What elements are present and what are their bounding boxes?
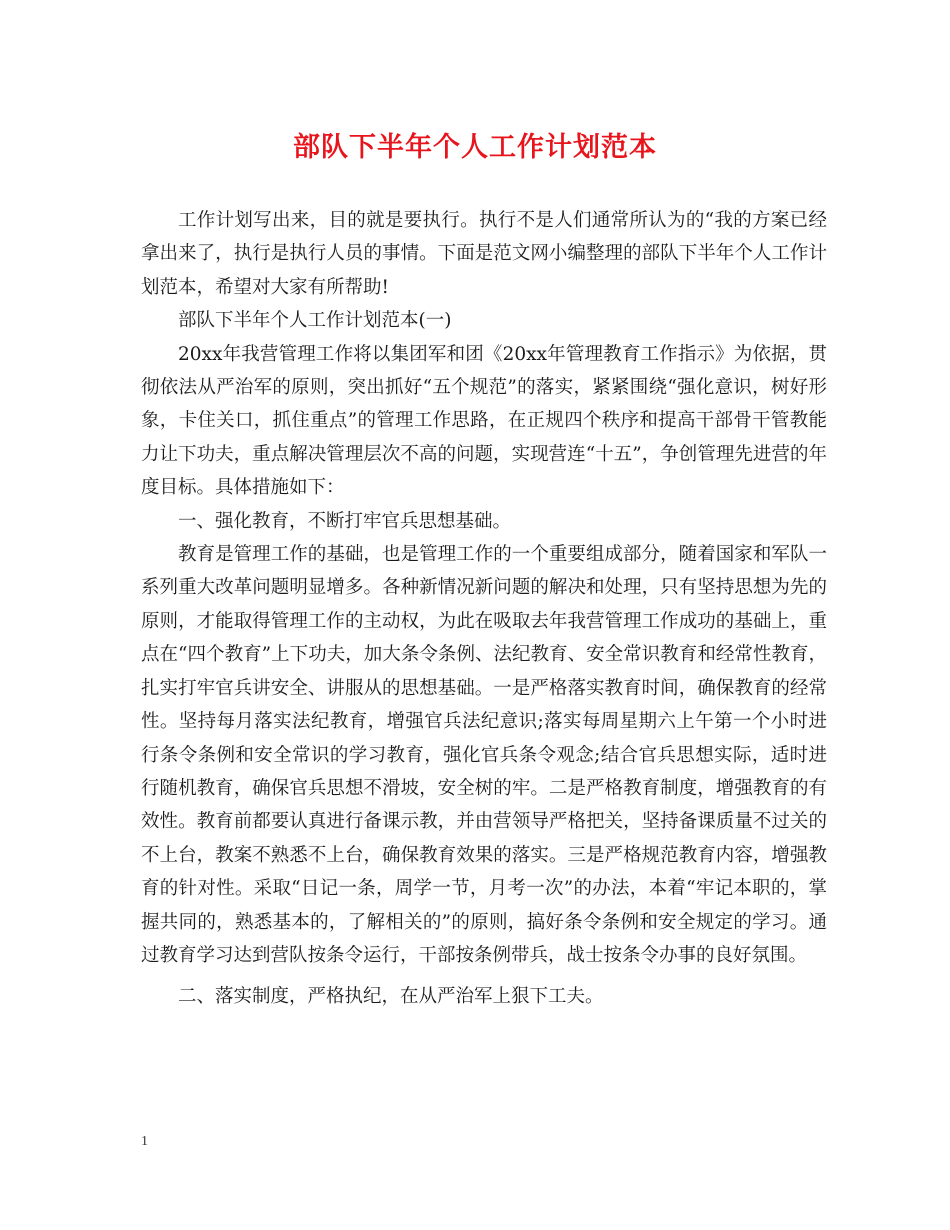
document-title: 部队下半年个人工作计划范本	[293, 132, 657, 163]
subsection-heading: 一、强化教育，不断打牢官兵思想基础。	[178, 510, 512, 532]
document-body	[141, 204, 827, 1014]
subsection-heading: 二、落实制度，严格执纪，在从严治军上狠下工夫。	[178, 986, 604, 1008]
body-paragraph: 教育是管理工作的基础，也是管理工作的一个重要组成部分，随着国家和军队一系列重大改革问题明显增多。各种新情况新问题的解决和处理，只有坚持思想为先的原则，才能取得管理工作的主动权，为此在吸取去年我营管理工作成功的基础上，重点在“四个教育”上下功夫，加大条令条例、法纪教育、安全常识教育和经常性教育，扎实打牢官兵讲安全、讲服从的思想基础。一是严格落实教育时间，确保教育的经常性。坚持每月落实法纪教育，增强官兵法纪意识;落实每周星期六上午第一个小时进行条令条例和安全常识的学习教育，强化官兵条令观念;结合官兵思想实际，适时进行随机教育，确保官兵思想不滑坡，安全树的牢。二是严格教育制度，增强教育的有效性。教育前都要认真进行备课示教，并由营领导严格把关，坚持备课质量不过关的不上台，教案不熟悉不上台，确保教育效果的落实。三是严格规范教育内容，增强教育的针对性。采取“日记一条，周学一节，月考一次”的办法，本着“牢记本职的，掌握共同的，熟悉基本的，了解相关的”的原则，搞好条令条例和安全规定的学习。通过教育学习达到营队按条令运行，干部按条例带兵，战士按条令办事的良好氛围。	[141, 544, 827, 966]
section-heading: 部队下半年个人工作计划范本(一)	[178, 310, 452, 332]
intro-paragraph: 工作计划写出来，目的就是要执行。执行不是人们通常所认为的“我的方案已经拿出来了，执行是执行人员的事情。下面是范文网小编整理的部队下半年个人工作计划范本，希望对大家有所帮助!	[141, 210, 827, 298]
page-number: 1	[141, 1134, 148, 1149]
body-paragraph: 20xx年我营管理工作将以集团军和团《20xx年管理教育工作指示》为依据，贯彻依法从严治军的原则，突出抓好“五个规范”的落实，紧紧围绕“强化意识，树好形象，卡住关口，抓住重点”的管理工作思路，在正规四个秩序和提高干部骨干管教能力让下功夫，重点解决管理层次不高的问题，实现营连“十五”，争创管理先进营的年度目标。具体措施如下：	[141, 343, 827, 499]
